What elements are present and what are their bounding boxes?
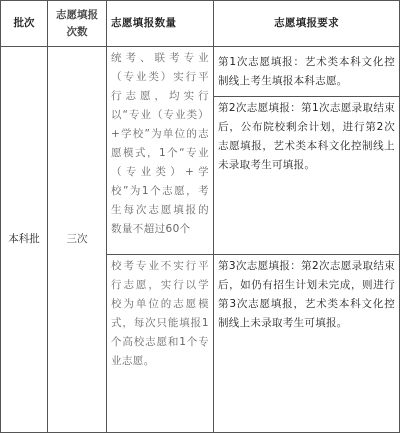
- requirement-cell-1: 第1次志愿填报：艺术类本科文化控制线上考生填报本科志愿。: [214, 47, 400, 97]
- table-row: [1, 47, 400, 97]
- requirement-cell-3: 第3次志愿填报：第2次志愿录取结束后，如仍有招生计划未完成，则进行第3次志愿填报，艺术类本科文化控制线上未录取考生可填报。: [214, 255, 400, 433]
- requirement-cell-2: 第2次志愿填报：第1次志愿录取结束后，公布院校剩余计划，进行第2次志愿填报，艺术类本科文化控制线上未录取考生可填报。: [214, 97, 400, 255]
- times-cell: 三次: [48, 47, 107, 433]
- header-requirement: 志愿填报要求: [214, 1, 400, 47]
- header-row: [1, 1, 400, 47]
- batch-cell: 本科批: [1, 47, 48, 433]
- header-times: 志愿填报次数: [48, 1, 107, 47]
- quantity-cell-2: 校考专业不实行平行志愿，实行以学校为单位的志愿模式，每次只能填报1个高校志愿和1个专业志愿。: [107, 255, 214, 433]
- quantity-cell-1: 统考、联考专业（专业类）实行平行志愿，均实行以“专业（专业类）+学校”为单位的志愿模式，1个“专业（专业类）+学校”为1个志愿，考生每次志愿填报的数量不超过60个: [107, 47, 214, 255]
- header-batch: 批次: [1, 1, 48, 47]
- header-quantity: 志愿填报数量: [107, 1, 214, 47]
